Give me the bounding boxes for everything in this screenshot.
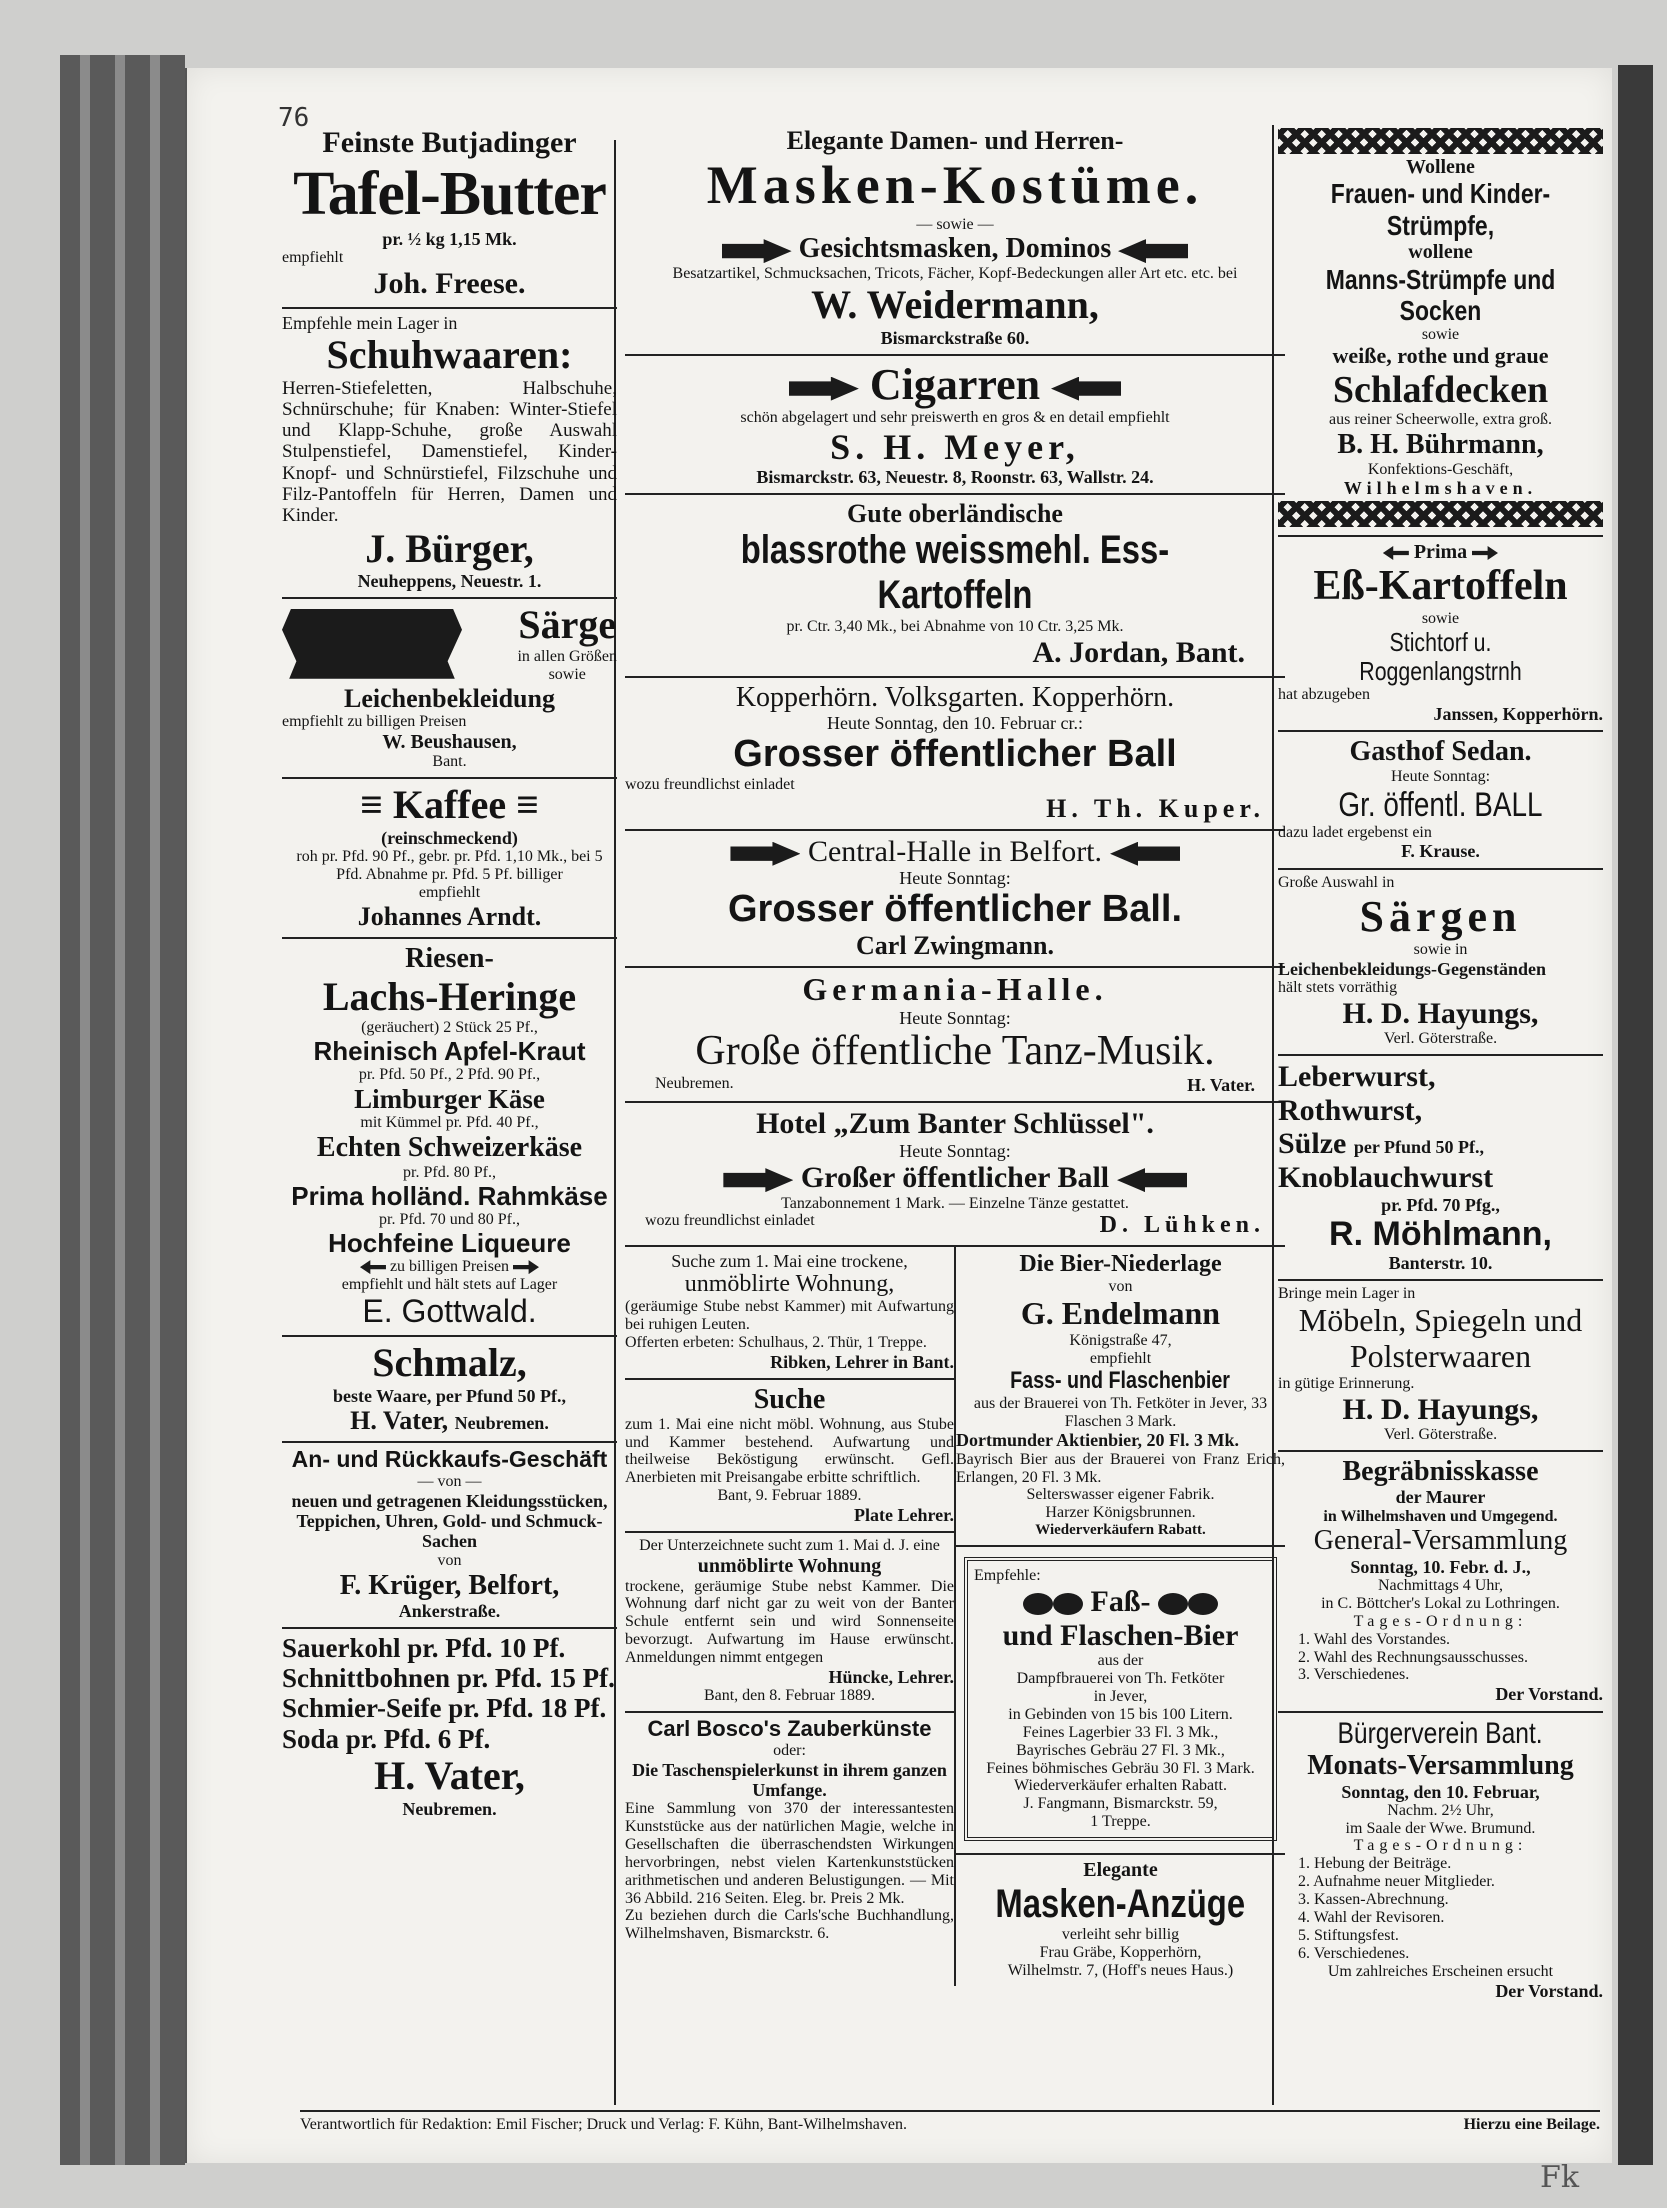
ad-line: empfiehlt [418,884,481,902]
ad-headline: Lachs-Heringe [322,973,577,1019]
ad-advertiser-name: H. Vater, [350,1406,449,1436]
ornament-icon [1053,1593,1083,1615]
ad-headline: Särge [518,602,617,648]
ad-gottwald [282,939,617,1337]
ad-headline: An- und Rückkaufs-Geschäft [291,1446,608,1473]
ad-advertiser: H. D. Hayungs, [1342,996,1539,1030]
ad-headline: Möbeln, Spiegeln und Polsterwaaren [1298,1301,1583,1374]
ad-line: Heute Sonntag, den 10. Februar cr.: [827,712,1083,733]
ad-item: Soda pr. Pfd. 6 Pf. [282,1723,491,1754]
ad-line: aus reiner Scheerwolle, extra groß. [1328,411,1552,429]
ad-body: aus der Brauerei von Th. Fetköter in Jever, 33 Flaschen 3 Mark. [973,1394,1268,1430]
column-middle-right [954,1247,1285,1986]
ad-item: Knoblauchwurst [1278,1161,1494,1195]
ad-headline: Schmalz, [372,1340,527,1386]
ad-line: Wiederverkäufer erhalten Rabatt. [1013,1777,1227,1795]
ad-advertiser: Janssen, Kopperhörn. [1433,704,1603,725]
ad-line: Suche zum 1. Mai eine trockene, [671,1251,908,1272]
ad-line: Wiederverkäufern Rabatt. [1035,1522,1206,1539]
ad-item-price: pr. Pfd. 70 Pfg., [1381,1194,1500,1215]
ad-item: Rheinisch Apfel-Kraut [313,1036,586,1067]
ad-hayungs-moebel [1278,1281,1603,1452]
ad-tafel-butter [282,122,617,309]
ad-headline [625,360,1285,409]
ad-advertiser: Ribken, Lehrer in Bant. [770,1352,954,1373]
ad-advertiser: F. Krause. [1401,841,1480,862]
agenda-item: 1. Hebung der Beiträge. [1298,1855,1452,1873]
ad-line: Elegante [1083,1859,1158,1882]
ad-line: wozu freundlichst einladet [625,775,795,793]
ornament-icon [1383,546,1409,560]
ad-hayungs-saerge [1278,870,1603,1057]
ad-line: Wollene [1406,156,1475,178]
ad-headline-text: Faß- [1090,1584,1151,1618]
ad-line: Bayrisches Gebräu 27 Fl. 3 Mk., [1016,1741,1225,1759]
book-binding [60,55,185,2165]
ad-headline: Suche [753,1384,826,1416]
ornament-icon [1472,546,1498,560]
ad-line: empfiehlt zu billigen Preisen [282,713,467,731]
agenda-item: 3. Kassen-Abrechnung. [1298,1891,1449,1909]
ad-line: Neubremen. [655,1075,734,1093]
ad-line: dazu ladet ergebenst ein [1278,823,1432,841]
ornament-icon [360,1260,386,1274]
ad-line: Selterswasser eigener Fabrik. [1026,1486,1215,1504]
binding-edge [150,55,160,2165]
ad-advertiser: G. Endelmann [1020,1295,1221,1332]
ad-line: in C. Böttcher's Lokal zu Lothringen. [1321,1594,1560,1612]
ornament-icon [1023,1593,1053,1615]
ad-address: Bant. [432,753,467,771]
ad-line: Gute oberländische [847,499,1063,529]
ad-schmalz [282,1337,617,1443]
ad-line: Sonntag, 10. Febr. d. J., [1350,1556,1531,1577]
agenda-item: 4. Wahl der Revisoren. [1298,1909,1445,1927]
ad-saerge [282,599,617,779]
column-middle-split [625,1247,1285,1986]
ad-line: Nachmittags 4 Uhr, [1377,1576,1504,1594]
border-ornament [1278,128,1603,154]
ad-headline: unmöblirte Wohnung, [684,1271,895,1298]
ad-address: Neuheppens, Neuestr. 1. [357,571,542,592]
ad-headline: blassrothe weissmehl. Ess-Kartoffeln [740,528,1170,618]
agenda-item: 2. Aufnahme neuer Mitglieder. [1298,1873,1495,1891]
ad-line: empfiehlt [282,249,344,267]
ad-line: Leichenbekleidungs-Gegenständen [1278,958,1547,979]
imprint-footer [300,2110,1600,2134]
ad-masken-kostueme [625,122,1285,356]
ad-line: wozu freundlichst einladet [645,1212,815,1230]
ad-line: Königstraße 47, [1069,1331,1172,1349]
ad-body: Besatzartikel, Schmucksachen, Tricots, Fächer, Kopf-Bedeckungen aller Art etc. etc. bei [672,264,1238,282]
ad-body: roh pr. Pfd. 90 Pf., gebr. pr. Pfd. 1,10 Mk., bei 5 Pfd. Abnahme pr. Pfd. 5 Pf. billiger [296,848,603,884]
agenda-item: 1. Wahl des Vorstandes. [1298,1630,1451,1648]
ad-headline: Große öffentliche Tanz-Musik. [695,1028,1215,1075]
ad-body: trockene, geräumige Stube nebst Kammer. Die Wohnung darf nicht gar zu weit von der Banter Schule entfernt sein und wird Sonnenseite bevorzugt. Aufwartung im Hause erwünscht. Anmeldungen nimmt entgegen [625,1577,954,1667]
ad-headline: Eß-Kartoffeln [1313,563,1568,610]
ad-headline: Gasthof Sedan. [1349,736,1532,768]
ad-body: (geräumige Stube nebst Kammer) mit Aufwartung bei ruhigen Leuten. [625,1298,954,1334]
ad-advertiser: F. Krüger, Belfort, [339,1569,560,1601]
ad-line-text: Gesichtsmasken, Dominos [798,233,1112,265]
ad-advertiser: Der Vorstand. [1495,1980,1603,2001]
ad-body: Offerten erbeten: Schulhaus, 2. Thür, 1 Treppe. [625,1334,927,1352]
ad-wohnung-huencke [625,1533,954,1713]
ad-line: Um zahlreiches Erscheinen ersucht [1327,1962,1554,1980]
ad-line: Sonntag, den 10. Februar, [1341,1781,1540,1802]
ad-line [1278,541,1603,563]
ad-schuhwaaren [282,309,617,600]
ad-address: Wilhelmstr. 7, (Hoff's neues Haus.) [1007,1962,1234,1980]
ad-bier-endelmann [956,1247,1285,1547]
agenda-item: 5. Stiftungsfest. [1298,1927,1399,1944]
ad-headline: Begräbnisskasse [1342,1456,1539,1488]
ad-line: in Jever, [1093,1687,1148,1705]
ad-advertiser: J. Bürger, [365,525,534,571]
ad-line: beste Waare, per Pfund 50 Pf., [333,1386,566,1407]
ad-headline [974,1585,1267,1619]
ad-line: oder: [773,1741,806,1759]
ad-advertiser: Hüncke, Lehrer. [828,1667,954,1688]
ad-body: Zu beziehen durch die Carls'sche Buchhandlung, Wilhelmshaven, Bismarckstr. 6. [625,1907,954,1943]
ad-item: Schmier-Seife pr. Pfd. 18 Pf. [282,1693,607,1724]
agenda-item: 2. Wahl des Rechnungsausschusses. [1298,1648,1528,1666]
ad-line-text: Prima [1413,540,1468,563]
ad-headline: unmöblirte Wohnung [697,1555,882,1578]
ad-advertiser: Frau Gräbe, Kopperhörn, [1039,1944,1202,1962]
ad-headline: Die Bier-Niederlage [1019,1251,1222,1278]
ad-body: pr. Ctr. 3,40 Mk., bei Abnahme von 10 Ctr. 3,25 Mk. [786,618,1124,636]
ad-advertiser: E. Gottwald. [362,1292,537,1329]
ad-line: (reinschmeckend) [381,828,518,849]
ad-headline: Germania-Halle. [802,971,1108,1008]
ad-line: empfiehlt [1089,1349,1152,1367]
ad-banter-schluessel [625,1103,1285,1247]
ad-line: in Wilhelmshaven und Umgegend. [1323,1507,1558,1525]
ad-address: Verl. Göterstraße. [1383,1426,1498,1444]
ad-line: pr. Pfd. 80 Pf., [403,1163,496,1181]
ad-advertiser: J. Fangmann, Bismarckstr. 59, [1023,1795,1218,1813]
ad-cigarren [625,356,1285,496]
pointing-hand-icon [730,842,800,866]
ad-advertiser: Joh. Freese. [373,267,526,301]
ad-headline: Hotel „Zum Banter Schlüssel". [756,1107,1154,1141]
ad-body: zum 1. Mai eine nicht möbl. Wohnung, aus Stube und Kammer bestehend. Aufwartung und theilweise Beköstigung erwünscht. Gefl. Anerbieten mit Preisangabe erbitte schriftlich. [625,1415,954,1487]
pointing-hand-icon [1110,842,1180,866]
pointing-hand-icon [1118,239,1188,263]
ad-item: Schnittbohnen pr. Pfd. 15 Pf. [282,1663,615,1694]
ad-advertiser: D. Lühken. [1099,1212,1265,1239]
ad-line: Empfehle: [974,1567,1041,1585]
ad-headline: Schlafdecken [1332,368,1549,411]
ad-address: Neubremen. [454,1413,549,1434]
ad-item: Hochfeine Liqueure [328,1227,571,1258]
ad-volksgarten [625,678,1285,831]
ad-advertiser [282,1406,617,1435]
ad-line: aus der [1097,1652,1144,1670]
ad-line: hat abzugeben [1278,686,1370,704]
ad-advertiser: H. D. Hayungs, [1342,1392,1539,1426]
page-shadow-edge [1618,65,1653,2165]
ad-line: von [1108,1278,1133,1296]
ad-item: Leberwurst, [1278,1060,1436,1094]
ad-line: — von — [417,1473,482,1491]
pointing-hand-icon [789,377,859,401]
ad-line: Die Taschenspielerkunst in ihrem ganzen Umfange. [632,1759,947,1800]
column-middle-left [625,1247,954,1986]
ad-address: Bismarckstraße 60. [880,327,1030,348]
ad-item: Sauerkohl pr. Pfd. 10 Pf. [282,1633,566,1664]
ad-headline-text: Central-Halle in Belfort. [807,834,1103,868]
ad-line: Bant, 9. Februar 1889. [717,1487,862,1505]
ad-line: Tanzabonnement 1 Mark. — Einzelne Tänze gestattet. [781,1194,1129,1212]
ad-line: Heute Sonntag: [1390,767,1491,785]
ad-wohnung-plate [625,1380,954,1533]
ad-advertiser: H. Vater, [374,1752,525,1798]
ad-masken-anzuege [956,1855,1285,1986]
ad-advertiser: H. Vater. [1187,1075,1255,1096]
ad-line: pr. ½ kg 1,15 Mk. [382,229,517,250]
ad-headline: Kopperhörn. Volksgarten. Kopperhörn. [735,681,1175,713]
ad-headline: Tafel-Butter [293,159,606,228]
ad-fangmann-bier [956,1547,1285,1855]
ad-line: Tages-Ordnung: [1353,1837,1528,1855]
ad-line [282,1258,617,1276]
ad-body: schön abgelagert und sehr preiswerth en gros & en detail empfiehlt [740,408,1170,426]
ad-footer-row [625,1075,1285,1095]
ad-headline-text: Cigarren [869,359,1041,409]
page-number: 76 [278,103,310,133]
ad-germania-halle [625,968,1285,1103]
ad-moehlmann-wurst [1278,1056,1603,1281]
ad-line: im Saale der Wwe. Brumund. [1345,1819,1536,1837]
ad-central-halle [625,831,1285,968]
ad-advertiser: A. Jordan, Bant. [1032,635,1245,669]
border-ornament [1278,501,1603,527]
ad-line: hält stets vorräthig [1278,978,1398,996]
ad-headline: ≡ Kaffee ≡ [360,782,539,828]
ad-body: Bayrisch Bier aus der Brauerei von Franz Erich, Erlangen, 20 Fl. 3 Mk. [956,1450,1285,1486]
ad-line: Heute Sonntag: [899,868,1011,889]
ad-line: in allen Größen [517,648,617,666]
ad-headline: General-Versammlung [1313,1525,1568,1557]
ad-item: Prima holländ. Rahmkäse [291,1180,608,1211]
ad-line: Feinste Butjadinger [322,126,577,159]
ad-line: in Gebinden von 15 bis 100 Litern. [1008,1705,1233,1723]
pointing-hand-icon [1117,1168,1187,1192]
ad-headline: Grosser öffentlicher Ball. [727,888,1182,931]
ad-headline: Schuhwaaren: [326,331,573,377]
agenda-item: 6. Verschiedenes. [1298,1944,1410,1962]
ad-kartoffeln-jordan [625,495,1285,677]
ad-headline: Riesen- [405,943,494,975]
ad-line: verleiht sehr billig [1061,1926,1180,1944]
ad-headline: Gr. öffentl. BALL [1338,785,1543,824]
ad-item-price: per Pfund 50 Pf., [1353,1137,1485,1158]
ad-headline: Manns-Strümpfe und Socken [1325,263,1556,326]
ad-krueger [282,1443,617,1629]
ad-advertiser: W. Beushausen, [382,731,517,754]
ad-body: neuen und getragenen Kleidungsstücken, Teppichen, Uhren, Gold- und Schmuck-Sachen [291,1491,608,1552]
ad-line: Konfektions-Geschäft, [1367,460,1514,478]
ad-item: Echten Schweizerkäse [316,1132,583,1164]
ad-headline: Frauen- und Kinder-Strümpfe, [1330,178,1551,241]
ad-address: Bismarckstr. 63, Neuestr. 8, Roonstr. 63, Wallstr. 24. [756,467,1154,488]
ad-headline: und Flaschen-Bier [1002,1618,1239,1652]
ad-line: von [437,1551,462,1569]
ad-line [625,233,1285,264]
ad-line: Heute Sonntag: [899,1007,1011,1028]
ad-address: Banterstr. 10. [1388,1252,1493,1273]
column-left [282,122,617,1825]
ad-bosco-zauberkuenste [625,1713,954,1949]
ad-line: Harzer Königsbrunnen. [1045,1504,1196,1522]
ad-line: mit Kümmel pr. Pfd. 40 Pf., [360,1114,539,1132]
ad-line: empfiehlt und hält stets auf Lager [341,1275,558,1293]
ad-line: — sowie — [916,215,994,233]
ad-advertiser: Johannes Arndt. [357,902,542,932]
ad-headline [625,835,1285,869]
handwritten-mark: Fk [1540,2160,1579,2195]
imprint-text: Verantwortlich für Redaktion: Emil Fischer; Druck und Verlag: F. Kühn, Bant-Wilhelmshaven. [300,2116,907,2133]
ad-line: sowie [1421,326,1460,344]
ad-line: Heute Sonntag: [899,1140,1011,1161]
coffin-icon [282,609,462,679]
ad-headline-text: Großer öffentlicher Ball [800,1160,1110,1194]
binding-edge [115,55,125,2165]
ad-kaffee [282,779,617,939]
pointing-hand-icon [1051,377,1121,401]
ad-address: Ankerstraße. [398,1600,501,1621]
ad-line: Feines Lagerbier 33 Fl. 3 Mk., [1022,1723,1219,1741]
ad-item-text: Sülze [1278,1127,1347,1161]
ad-headline: Bürgerverein Bant. [1337,1716,1544,1750]
ad-item [1278,1127,1603,1161]
ad-janssen-kartoffeln [1278,537,1603,733]
ad-headline: Carl Bosco's Zauberkünste [647,1716,932,1742]
ad-line: 1 Treppe. [1090,1813,1151,1831]
ad-body: Eine Sammlung von 370 der interessantesten Kunststücke aus der natürlichen Magie, welche in Gesellschaften die überraschendsten Wirkungen hervorbringen, nebst vielen Kartenkunststücken arithmetischen und anderen Belustigungen. — Mit 36 Abbild. 216 Seiten. Eleg. br. Preis 2 Mk. [625,1800,954,1907]
agenda-item: 3. Verschiedenes. [1298,1666,1410,1684]
ad-headline: Grosser öffentlicher Ball [733,733,1177,776]
ad-advertiser: Plate Lehrer. [854,1505,954,1526]
ad-line: pr. Pfd. 70 und 80 Pf., [379,1210,520,1228]
ad-begraebniskasse [1278,1452,1603,1713]
ad-line: sowie [1421,610,1460,628]
ad-headline: Leichenbekleidung [344,684,555,714]
ad-buergerverein [1278,1713,1603,2007]
ad-advertiser: Der Vorstand. [1495,1684,1603,1705]
ad-advertiser: R. Möhlmann, [1329,1214,1552,1253]
ad-line: in gütige Erinnerung. [1278,1374,1415,1392]
ad-headline: Fass- und Flaschenbier [1010,1366,1231,1394]
ad-headline [625,1161,1285,1195]
ad-body: Herren-Stiefeletten, Halbschuhe, Schnürschuhe; für Knaben: Winter-Stiefel und Klapp-Schuhe, große Auswahl Stulpenstiefel, Damenstiefel, Kinder-Knopf- und Schnürstiefel, Filzschuhe und Filz-Pantoffeln für Herren, Damen und Kinder. [282,377,617,527]
ad-headline: Monats-Versammlung [1307,1750,1574,1782]
ad-headline-text: Kaffee [392,782,507,828]
ad-advertiser: Carl Zwingmann. [856,930,1054,960]
ad-line-text: zu billigen Preisen [389,1257,510,1275]
ad-line: sowie in [1413,940,1468,958]
supplement-note: Hierzu eine Beilage. [1463,2116,1600,2133]
ad-headline: Stichtorf u. Roggenlangstrnh [1359,626,1522,687]
ad-line: Große Auswahl in [1278,873,1395,891]
ad-vater-sauerkohl [282,1629,617,1825]
ad-wohnung-ribken [625,1247,954,1380]
ad-address: Wilhelmshaven. [1343,478,1538,499]
ad-box [964,1557,1277,1841]
ad-line: weiße, rothe und graue [1332,343,1549,369]
ad-gasthof-sedan [1278,732,1603,869]
ad-advertiser: H. Th. Kuper. [1046,793,1265,823]
ad-line: Tages-Ordnung: [1353,1612,1528,1630]
ad-line: Bringe mein Lager in [1278,1285,1416,1303]
ad-line: Bant, den 8. Februar 1889. [703,1687,876,1705]
binding-edge [80,55,90,2165]
ornament-icon [1188,1593,1218,1615]
ad-advertiser: W. Weidermann, [811,281,1099,327]
ad-buehrmann-struempfe [1278,122,1603,537]
ad-advertiser: B. H. Bührmann, [1337,429,1544,461]
ad-line: (geräuchert) 2 Stück 25 Pf., [361,1019,538,1037]
ad-address: Verl. Göterstraße. [1383,1030,1498,1048]
ad-line: sowie [548,666,586,684]
ad-headline: Masken-Kostüme. [706,155,1204,216]
column-right [1278,122,1603,2007]
pointing-hand-icon [722,239,792,263]
ornament-icon [1158,1593,1188,1615]
ad-line: Dampfbrauerei von Th. Fetköter [1016,1670,1225,1688]
ad-line: Nachm. 2½ Uhr, [1387,1801,1494,1819]
ad-item: Rothwurst, [1278,1093,1423,1127]
ad-body: Dortmunder Aktienbier, 20 Fl. 3 Mk. [956,1430,1240,1451]
ad-address: Neubremen. [402,1798,497,1819]
ad-line: Der Unterzeichnete sucht zum 1. Mai d. J. eine [639,1537,940,1555]
ad-line: wollene [1408,241,1473,264]
ad-footer-row [625,1212,1285,1239]
pointing-hand-icon [723,1168,793,1192]
ornament-icon [513,1260,539,1274]
ad-advertiser: S. H. Meyer, [830,426,1080,467]
ad-headline: Särgen [1359,891,1522,941]
ad-item: Limburger Käse [354,1084,545,1115]
ad-line: pr. Pfd. 50 Pf., 2 Pfd. 90 Pf., [358,1066,541,1084]
ad-line: Empfehle mein Lager in [282,312,458,333]
ad-line: Elegante Damen- und Herren- [786,126,1124,155]
ad-line: der Maurer [1395,1487,1486,1508]
ad-line: Feines böhmisches Gebräu 30 Fl. 3 Mark. [986,1759,1255,1777]
column-middle [625,122,1285,1986]
ad-headline: Masken-Anzüge [995,1881,1246,1926]
